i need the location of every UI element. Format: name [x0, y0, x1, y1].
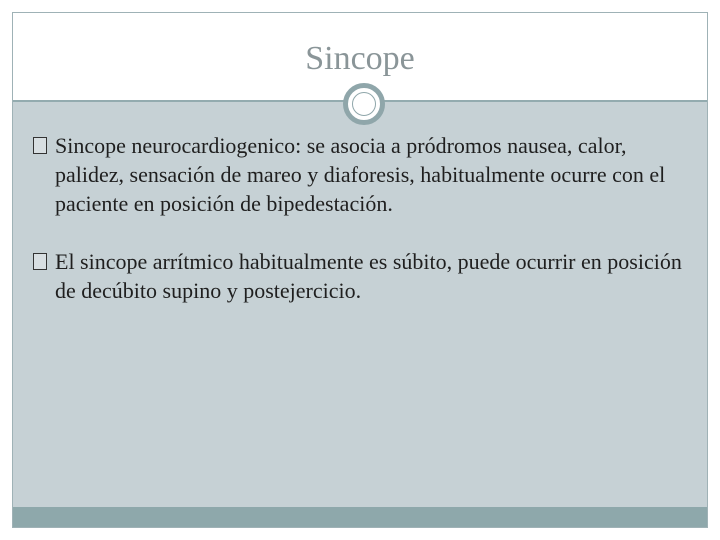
slide [12, 12, 708, 528]
bullet-item [33, 131, 693, 218]
slide-content [33, 131, 693, 334]
bullet-text: El sincope arrítmico habitualmente es súbito, puede ocurrir en posición de decúbito supino y postejercicio. [55, 249, 682, 303]
bullet-box-icon [33, 253, 47, 270]
divider-circle-ornament [343, 83, 385, 125]
divider-circle-inner [352, 92, 376, 116]
bullet-item [33, 247, 693, 305]
slide-title: Sincope [305, 40, 415, 77]
footer-bar [13, 507, 707, 527]
bullet-box-icon [33, 137, 47, 154]
bullet-text: Sincope neurocardiogenico: se asocia a pródromos nausea, calor, palidez, sensación de mareo y diaforesis, habitualmente ocurre con el paciente en posición de bipedestación. [55, 133, 666, 216]
